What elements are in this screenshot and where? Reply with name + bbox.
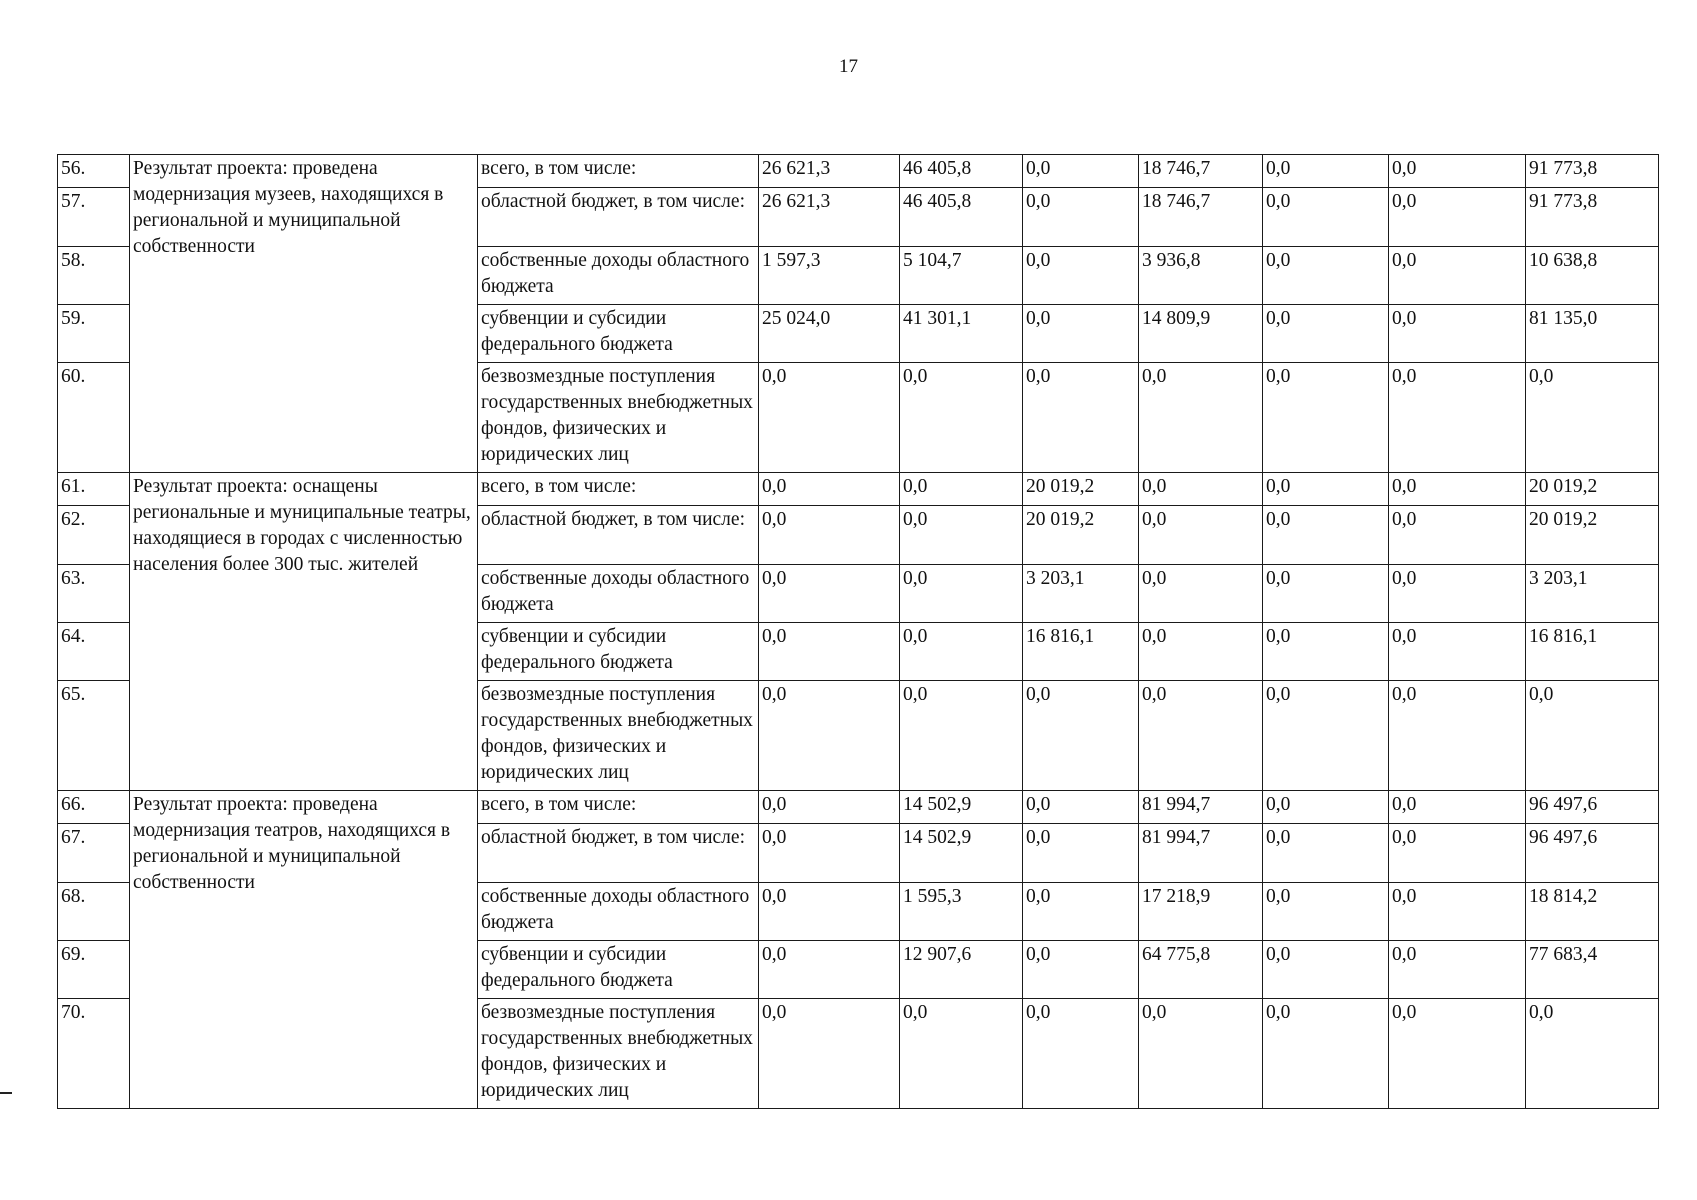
funding-source-cell: областной бюджет, в том числе:	[478, 824, 759, 883]
value-cell: 0,0	[1389, 681, 1526, 791]
value-cell: 0,0	[1023, 824, 1139, 883]
value-cell: 46 405,8	[900, 188, 1023, 247]
funding-source-cell: областной бюджет, в том числе:	[478, 188, 759, 247]
value-cell: 18 746,7	[1139, 188, 1263, 247]
value-cell: 0,0	[1389, 883, 1526, 941]
value-cell: 0,0	[1139, 681, 1263, 791]
value-cell: 26 621,3	[759, 188, 900, 247]
value-cell: 0,0	[1263, 155, 1389, 188]
value-cell: 0,0	[1023, 883, 1139, 941]
project-result-cell: Результат проекта: проведена модернизация театров, находящихся в региональной и муниципальной собственности	[130, 791, 478, 1109]
value-cell: 0,0	[1389, 506, 1526, 565]
value-cell: 0,0	[1023, 681, 1139, 791]
value-cell: 46 405,8	[900, 155, 1023, 188]
value-cell: 64 775,8	[1139, 941, 1263, 999]
value-cell: 0,0	[900, 681, 1023, 791]
row-number: 62.	[58, 506, 130, 565]
row-number: 66.	[58, 791, 130, 824]
value-cell: 0,0	[1389, 824, 1526, 883]
value-cell: 0,0	[1263, 506, 1389, 565]
row-number: 59.	[58, 305, 130, 363]
value-cell: 0,0	[1139, 363, 1263, 473]
scan-edge-mark	[0, 1092, 12, 1094]
value-cell: 0,0	[1263, 883, 1389, 941]
value-cell: 0,0	[1023, 155, 1139, 188]
value-cell: 0,0	[759, 941, 900, 999]
value-cell: 0,0	[1263, 247, 1389, 305]
value-cell: 0,0	[1263, 188, 1389, 247]
row-number: 60.	[58, 363, 130, 473]
value-cell: 14 502,9	[900, 824, 1023, 883]
value-cell: 5 104,7	[900, 247, 1023, 305]
value-cell: 0,0	[900, 623, 1023, 681]
value-cell: 0,0	[1139, 999, 1263, 1109]
row-number: 63.	[58, 565, 130, 623]
table-row	[58, 155, 1659, 188]
funding-source-cell: субвенции и субсидии федерального бюджета	[478, 941, 759, 999]
value-cell: 91 773,8	[1526, 188, 1659, 247]
funding-source-cell: всего, в том числе:	[478, 473, 759, 506]
value-cell: 0,0	[1023, 247, 1139, 305]
value-cell: 0,0	[1023, 305, 1139, 363]
value-cell: 0,0	[1263, 941, 1389, 999]
value-cell: 16 816,1	[1526, 623, 1659, 681]
page-number: 17	[839, 56, 858, 77]
value-cell: 10 638,8	[1526, 247, 1659, 305]
value-cell: 0,0	[1263, 681, 1389, 791]
value-cell: 91 773,8	[1526, 155, 1659, 188]
value-cell: 0,0	[900, 363, 1023, 473]
value-cell: 0,0	[759, 363, 900, 473]
value-cell: 0,0	[900, 473, 1023, 506]
value-cell: 96 497,6	[1526, 791, 1659, 824]
value-cell: 0,0	[1526, 681, 1659, 791]
value-cell: 0,0	[1139, 473, 1263, 506]
value-cell: 12 907,6	[900, 941, 1023, 999]
value-cell: 17 218,9	[1139, 883, 1263, 941]
funding-source-cell: безвозмездные поступления государственных внебюджетных фондов, физических и юридических лиц	[478, 999, 759, 1109]
row-number: 68.	[58, 883, 130, 941]
row-number: 70.	[58, 999, 130, 1109]
value-cell: 0,0	[759, 681, 900, 791]
value-cell: 1 597,3	[759, 247, 900, 305]
funding-source-cell: всего, в том числе:	[478, 155, 759, 188]
row-number: 69.	[58, 941, 130, 999]
value-cell: 0,0	[1263, 565, 1389, 623]
funding-source-cell: собственные доходы областного бюджета	[478, 247, 759, 305]
value-cell: 0,0	[1263, 791, 1389, 824]
value-cell: 0,0	[1389, 791, 1526, 824]
value-cell: 0,0	[1023, 363, 1139, 473]
value-cell: 0,0	[1389, 363, 1526, 473]
value-cell: 0,0	[1023, 941, 1139, 999]
value-cell: 0,0	[1263, 473, 1389, 506]
value-cell: 0,0	[759, 506, 900, 565]
value-cell: 16 816,1	[1023, 623, 1139, 681]
row-number: 56.	[58, 155, 130, 188]
value-cell: 0,0	[759, 565, 900, 623]
funding-source-cell: областной бюджет, в том числе:	[478, 506, 759, 565]
value-cell: 0,0	[759, 473, 900, 506]
value-cell: 0,0	[759, 999, 900, 1109]
value-cell: 0,0	[1389, 999, 1526, 1109]
table-row	[58, 473, 1659, 506]
project-result-cell: Результат проекта: проведена модернизация музеев, находящихся в региональной и муниципальной собственности	[130, 155, 478, 473]
value-cell: 0,0	[1389, 155, 1526, 188]
value-cell: 96 497,6	[1526, 824, 1659, 883]
row-number: 65.	[58, 681, 130, 791]
value-cell: 0,0	[759, 883, 900, 941]
value-cell: 0,0	[1389, 941, 1526, 999]
value-cell: 0,0	[759, 623, 900, 681]
value-cell: 0,0	[1263, 305, 1389, 363]
funding-source-cell: субвенции и субсидии федерального бюджета	[478, 623, 759, 681]
value-cell: 41 301,1	[900, 305, 1023, 363]
value-cell: 14 809,9	[1139, 305, 1263, 363]
value-cell: 0,0	[1139, 565, 1263, 623]
value-cell: 18 814,2	[1526, 883, 1659, 941]
value-cell: 0,0	[1389, 623, 1526, 681]
value-cell: 25 024,0	[759, 305, 900, 363]
value-cell: 3 936,8	[1139, 247, 1263, 305]
value-cell: 20 019,2	[1526, 473, 1659, 506]
funding-source-cell: субвенции и субсидии федерального бюджета	[478, 305, 759, 363]
value-cell: 81 994,7	[1139, 824, 1263, 883]
value-cell: 0,0	[900, 506, 1023, 565]
value-cell: 0,0	[1526, 999, 1659, 1109]
value-cell: 0,0	[900, 999, 1023, 1109]
value-cell: 0,0	[1023, 188, 1139, 247]
value-cell: 0,0	[1389, 305, 1526, 363]
value-cell: 81 135,0	[1526, 305, 1659, 363]
value-cell: 0,0	[1389, 473, 1526, 506]
funding-source-cell: собственные доходы областного бюджета	[478, 883, 759, 941]
row-number: 61.	[58, 473, 130, 506]
value-cell: 0,0	[1263, 824, 1389, 883]
value-cell: 0,0	[900, 565, 1023, 623]
value-cell: 0,0	[1023, 791, 1139, 824]
value-cell: 14 502,9	[900, 791, 1023, 824]
value-cell: 1 595,3	[900, 883, 1023, 941]
value-cell: 0,0	[1389, 247, 1526, 305]
value-cell: 0,0	[1263, 623, 1389, 681]
value-cell: 0,0	[1139, 506, 1263, 565]
funding-source-cell: безвозмездные поступления государственных внебюджетных фондов, физических и юридических лиц	[478, 363, 759, 473]
value-cell: 20 019,2	[1023, 506, 1139, 565]
value-cell: 0,0	[1263, 999, 1389, 1109]
funding-source-cell: безвозмездные поступления государственных внебюджетных фондов, физических и юридических лиц	[478, 681, 759, 791]
funding-source-cell: всего, в том числе:	[478, 791, 759, 824]
funding-table	[57, 154, 1659, 1109]
value-cell: 26 621,3	[759, 155, 900, 188]
value-cell: 20 019,2	[1526, 506, 1659, 565]
value-cell: 0,0	[759, 824, 900, 883]
value-cell: 0,0	[1389, 565, 1526, 623]
value-cell: 77 683,4	[1526, 941, 1659, 999]
value-cell: 0,0	[1263, 363, 1389, 473]
table-row	[58, 791, 1659, 824]
funding-source-cell: собственные доходы областного бюджета	[478, 565, 759, 623]
value-cell: 81 994,7	[1139, 791, 1263, 824]
value-cell: 3 203,1	[1526, 565, 1659, 623]
project-result-cell: Результат проекта: оснащены региональные и муниципальные театры, находящиеся в городах с численностью населения более 300 тыс. жителей	[130, 473, 478, 791]
table-body	[58, 155, 1659, 1109]
value-cell: 0,0	[1389, 188, 1526, 247]
value-cell: 0,0	[759, 791, 900, 824]
value-cell: 0,0	[1023, 999, 1139, 1109]
row-number: 57.	[58, 188, 130, 247]
row-number: 64.	[58, 623, 130, 681]
row-number: 67.	[58, 824, 130, 883]
value-cell: 20 019,2	[1023, 473, 1139, 506]
row-number: 58.	[58, 247, 130, 305]
value-cell: 0,0	[1526, 363, 1659, 473]
value-cell: 3 203,1	[1023, 565, 1139, 623]
value-cell: 0,0	[1139, 623, 1263, 681]
value-cell: 18 746,7	[1139, 155, 1263, 188]
